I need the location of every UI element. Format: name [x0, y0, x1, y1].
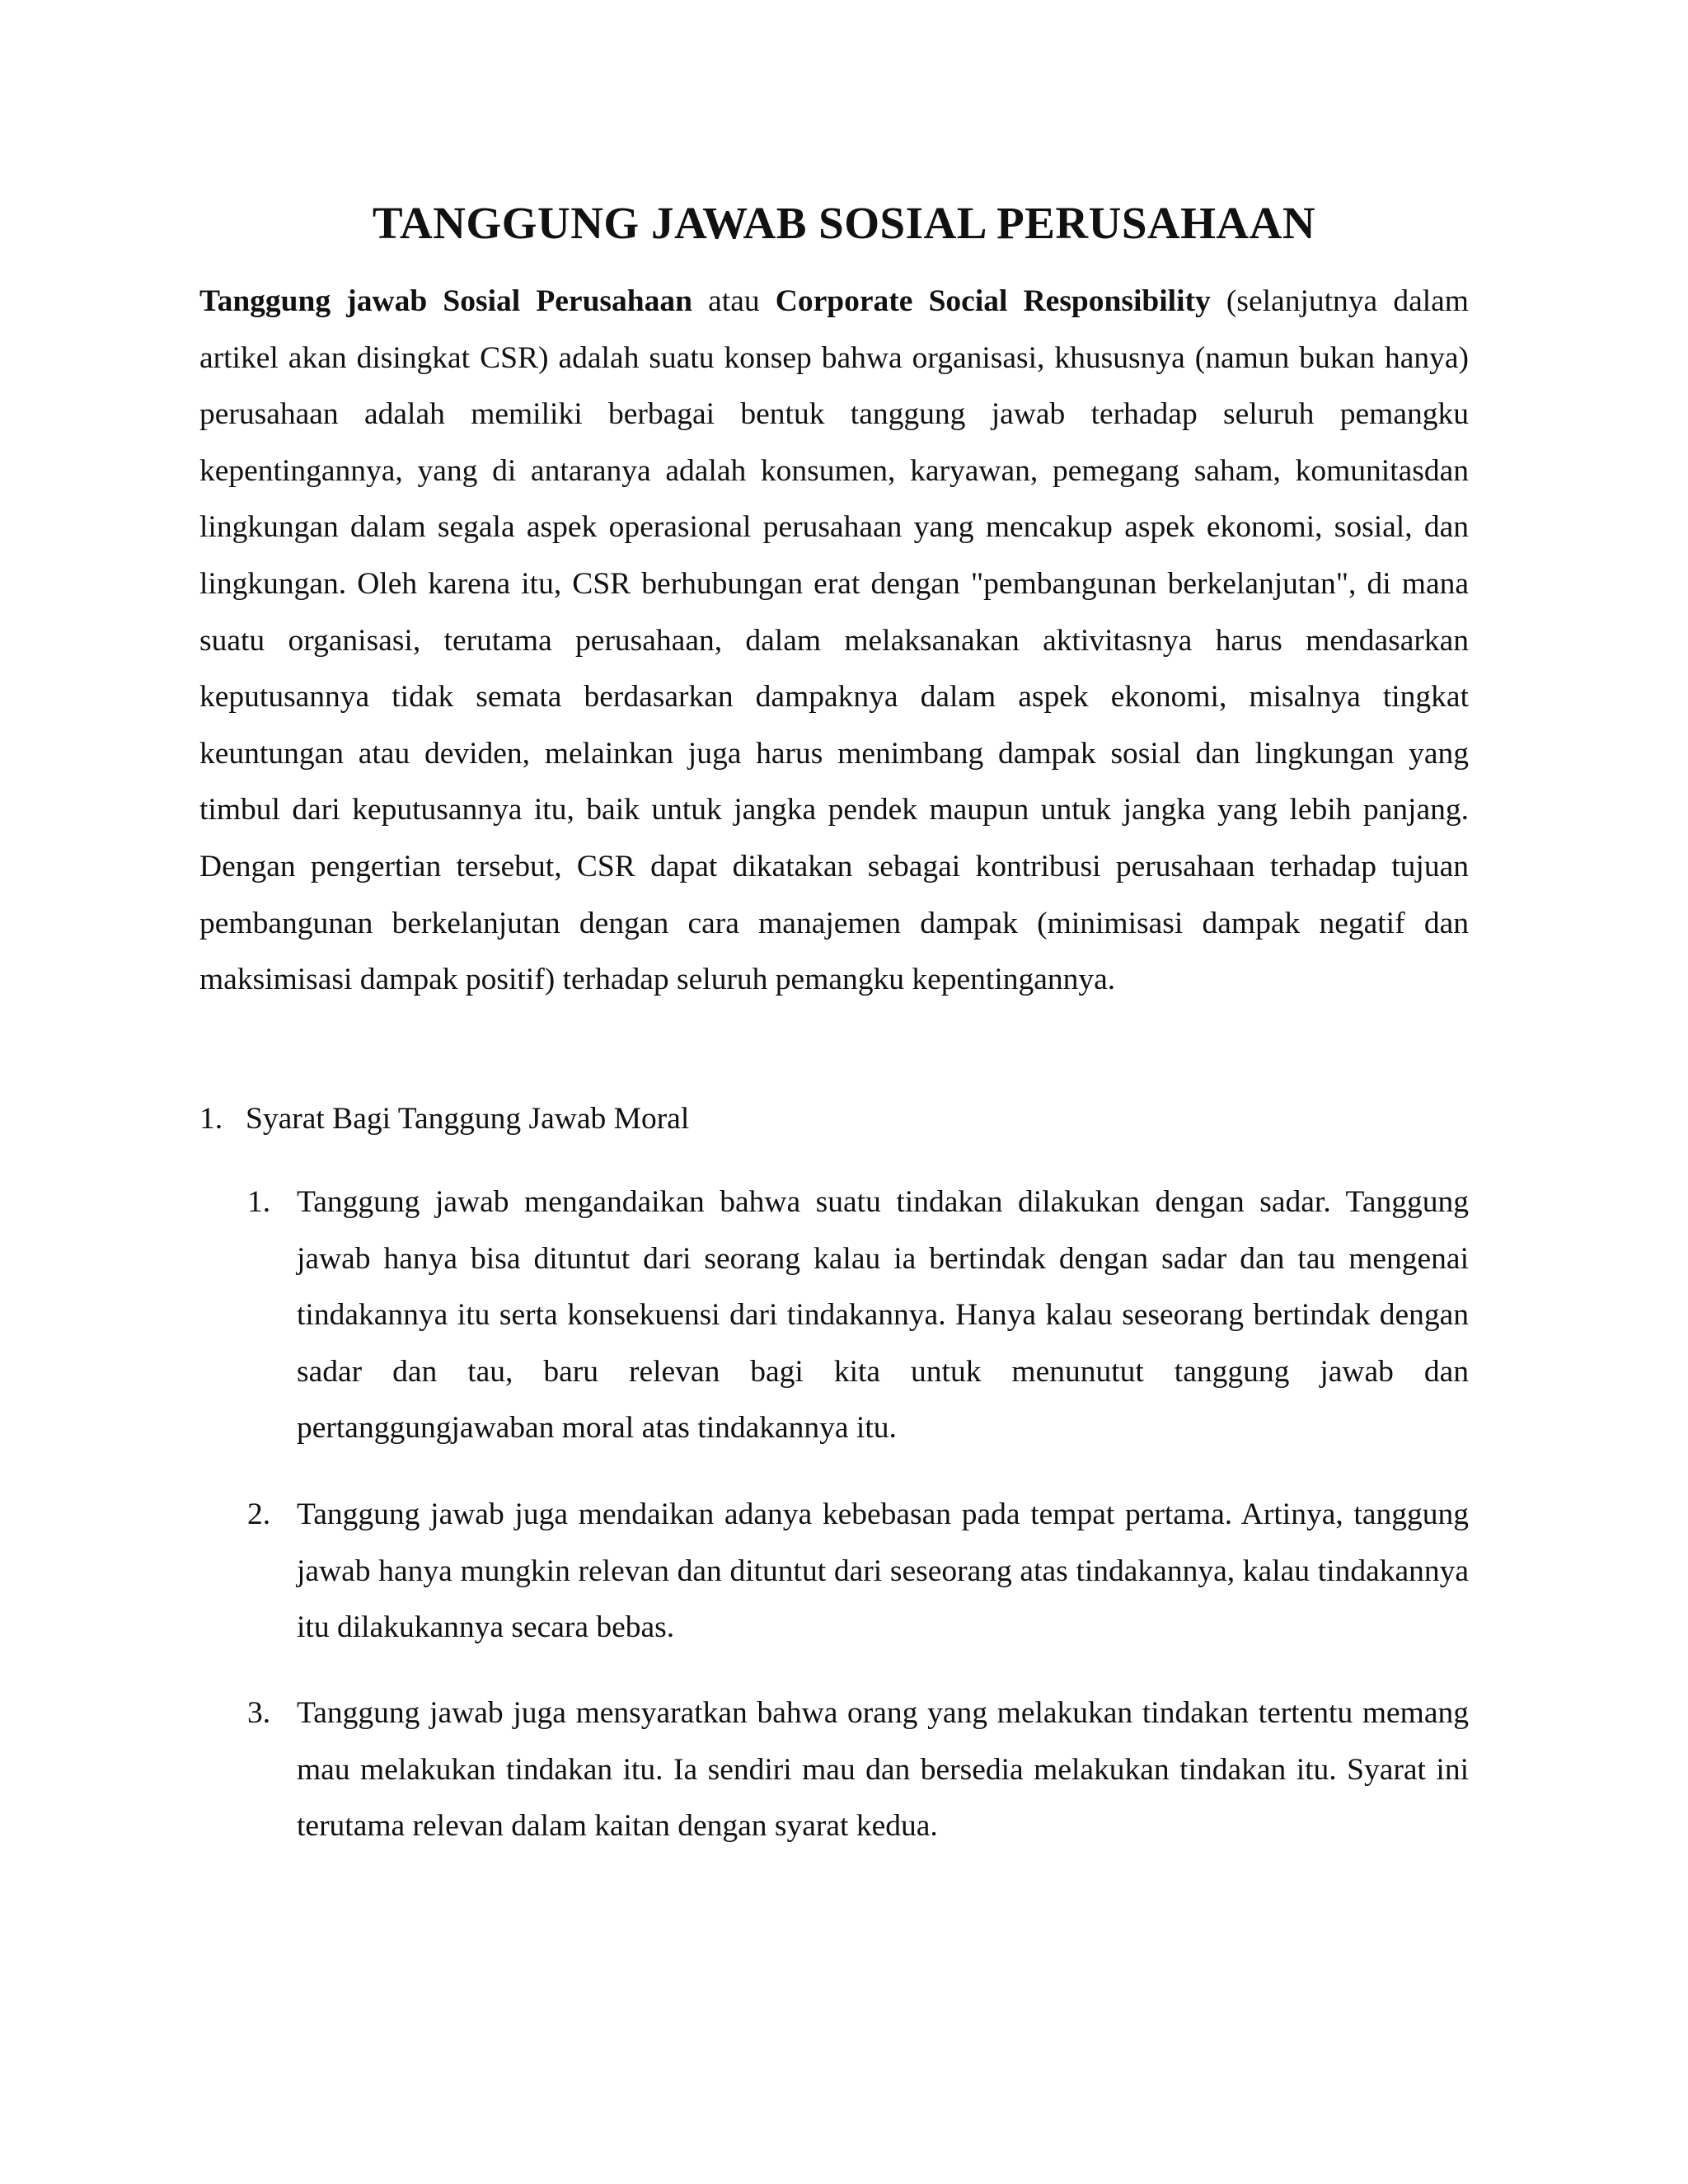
term-bold-indonesian: Tanggung jawab Sosial Perusahaan [199, 284, 692, 318]
section-heading [199, 1091, 1469, 1147]
list-item [247, 1685, 1469, 1855]
list-item [247, 1487, 1469, 1657]
intro-paragraph [199, 274, 1469, 1009]
section-number: 1. [199, 1102, 223, 1136]
list-item-text: Tanggung jawab juga mendaikan adanya kebebasan pada tempat pertama. Artinya, tanggung jawab hanya mungkin relevan dan dituntut dari seseorang atas tindakannya, kalau tindakannya itu dilakukannya secara bebas. [297, 1497, 1469, 1645]
list-item-number: 2. [247, 1497, 271, 1531]
list-item-text: Tanggung jawab juga mensyaratkan bahwa orang yang melakukan tindakan tertentu memang mau melakukan tindakan itu. Ia sendiri mau dan bersedia melakukan tindakan itu. Syarat ini terutama relevan dalam kaitan dengan syarat kedua. [297, 1696, 1469, 1844]
term-bold-english: Corporate Social Responsibility [775, 284, 1211, 318]
section-heading-text: Syarat Bagi Tanggung Jawab Moral [246, 1102, 690, 1136]
list-item [247, 1174, 1469, 1457]
intro-text-body: (selanjutnya dalam artikel akan disingkat CSR) adalah suatu konsep bahwa organisasi, khususnya (namun bukan hanya) perusahaan adalah memiliki berbagai bentuk tanggung jawab terhadap seluruh pemangku kepentingannya, yang di antaranya adalah konsumen, karyawan, pemegang saham, komunitasdan lingkungan dalam segala aspek operasional perusahaan yang mencakup aspek ekonomi, sosial, dan lingkungan. Oleh karena itu, CSR berhubungan erat dengan "pembangunan berkelanjutan", di mana suatu organisasi, terutama perusahaan, dalam melaksanakan aktivitasnya harus mendasarkan keputusannya tidak semata berdasarkan dampaknya dalam aspek ekonomi, misalnya tingkat keuntungan atau deviden, melainkan juga harus menimbang dampak sosial dan lingkungan yang timbul dari keputusannya itu, baik untuk jangka pendek maupun untuk jangka yang lebih panjang. Dengan pengertian tersebut, CSR dapat dikatakan sebagai kontribusi perusahaan terhadap tujuan pembangunan berkelanjutan dengan cara manajemen dampak (minimisasi dampak negatif dan maksimisasi dampak positif) terhadap seluruh pemangku kepentingannya. [199, 284, 1469, 997]
list-item-number: 1. [247, 1185, 271, 1219]
intro-text-connector: atau [692, 284, 776, 318]
list-item-text: Tanggung jawab mengandaikan bahwa suatu tindakan dilakukan dengan sadar. Tanggung jawab hanya bisa dituntut dari seorang kalau ia bertindak dengan sadar dan tau mengenai tindakannya itu serta konsekuensi dari tindakannya. Hanya kalau seseorang bertindak dengan sadar dan tau, baru relevan bagi kita untuk menunutut tanggung jawab dan pertanggungjawaban moral atas tindakannya itu. [297, 1185, 1469, 1446]
list-item-number: 3. [247, 1696, 271, 1730]
document-title: TANGGUNG JAWAB SOSIAL PERUSAHAAN [372, 198, 1316, 248]
